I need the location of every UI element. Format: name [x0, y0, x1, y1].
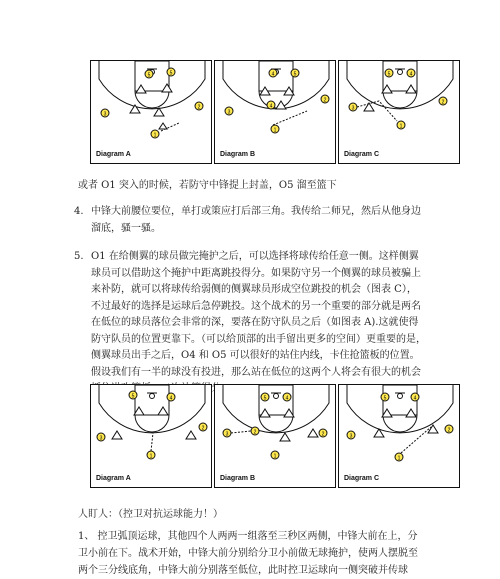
diagram-c-bottom [338, 384, 460, 488]
diagram-label: Diagram B [220, 151, 256, 158]
intro-line: 或者 O1 突入的时候，若防守中锋提上封盖，O5 溜至篮下 [78, 180, 337, 191]
svg-text:3: 3 [225, 431, 229, 438]
diagram-label: Diagram A [96, 151, 131, 158]
diagram-label: Diagram A [96, 475, 131, 482]
svg-text:3: 3 [99, 435, 103, 442]
item-5-line: 侧翼球员出手之后，O4 和 O5 可以很好的站住内线，卡住抢篮板的位置。 [91, 350, 420, 361]
diagram-label: Diagram C [344, 151, 380, 158]
item-5-body [91, 249, 464, 398]
svg-text:3: 3 [103, 111, 107, 118]
court-diagram-a-top [91, 61, 213, 165]
svg-text:5: 5 [263, 395, 267, 402]
item-5-line: 在低位的球员落位会非常的深，要落在防守队员之后（如图表 A).这就使得 [91, 317, 419, 328]
item-4-line: 中锋大前腰位要位，单打或策应打后部三角。我传给二师兄，然后从他身边 [91, 206, 421, 217]
svg-text:2: 2 [447, 427, 451, 434]
diagram-a-bottom [90, 384, 212, 488]
svg-text:1: 1 [153, 132, 157, 139]
svg-text:5: 5 [147, 72, 151, 79]
svg-text:5: 5 [131, 393, 135, 400]
svg-text:2: 2 [197, 104, 201, 111]
svg-text:1: 1 [273, 127, 277, 134]
item-5-line: O1 在给侧翼的球员做完掩护之后，可以选择将球传给任意一侧。这样侧翼 [91, 251, 419, 262]
svg-text:2: 2 [321, 431, 325, 438]
item-5-line: 球员可以借助这个掩护中距离跳投得分。如果防守另一个侧翼的球员被骗上 [91, 267, 421, 279]
item-4-number: 4. [74, 206, 84, 217]
diagram-b-top [214, 60, 336, 164]
item-5-line: 防守队员的位置更靠下。（可以给顶部的出手留出更多的空间）更重要的是， [91, 333, 426, 345]
diagram-label: Diagram B [220, 475, 256, 482]
item-4-body [91, 204, 464, 237]
diagram-label: Diagram C [344, 475, 380, 482]
item-1-line: 卫小前在下。战术开始，中锋大前分别给分卫小前做无球掩护，使两人摆脱至 [78, 548, 418, 559]
court-diagram-b-top [215, 61, 337, 165]
item-5 [74, 249, 464, 398]
diagram-b-bottom [214, 384, 336, 488]
item-1-line: 两个三分线底角，中锋大前分别落至低位，此时控卫运球向一侧突破并传球 [78, 565, 408, 576]
svg-text:2: 2 [201, 425, 205, 432]
bottom-diagram-row [90, 384, 462, 488]
svg-text:5: 5 [383, 395, 387, 402]
diagram-c-top [338, 60, 460, 164]
svg-text:4: 4 [269, 103, 273, 110]
svg-text:1: 1 [397, 455, 401, 462]
top-diagram-row [90, 60, 462, 164]
svg-text:1: 1 [273, 453, 277, 460]
item-4-line: 溜底，骚一骚。 [91, 222, 161, 234]
svg-text:3: 3 [227, 109, 231, 116]
svg-text:4: 4 [285, 395, 289, 402]
svg-text:2: 2 [323, 97, 327, 104]
svg-text:2: 2 [441, 99, 445, 106]
item-5-line: 不过最好的选择是运球后急停跳投。这个战术的另一个重要的部分就是两名 [91, 300, 421, 312]
court-diagram-c-bottom [339, 385, 461, 489]
svg-text:3: 3 [349, 433, 353, 440]
item-5-line: 假设我们有一半的球没有投进，那么站在低位的这两个人将会有很大的机会 [91, 366, 421, 378]
item-1-line: 1、 控卫弧顶运球，其他四个人两两一组落至三秒区两侧，中锋大前在上，分 [78, 531, 418, 542]
svg-text:4: 4 [169, 395, 173, 402]
item-4 [74, 204, 464, 237]
item-5-line: 来补防，就可以将球传给弱侧的侧翼球员形成空位跳投的机会（图表 C）， [91, 284, 417, 295]
court-diagram-b-bottom [215, 385, 337, 489]
svg-text:3: 3 [351, 105, 355, 112]
item-1 [78, 528, 478, 579]
svg-text:5: 5 [293, 71, 297, 78]
court-diagram-a-bottom [91, 385, 213, 489]
svg-text:5: 5 [169, 70, 173, 77]
item-5-number: 5. [74, 251, 84, 262]
svg-text:1: 1 [399, 123, 403, 130]
svg-text:4: 4 [413, 395, 417, 402]
section-title: 人盯人：（控卫对抗运球能力！） [78, 509, 223, 520]
svg-text:1: 1 [149, 453, 153, 460]
svg-text:2: 2 [253, 429, 257, 436]
svg-text:4: 4 [271, 71, 275, 78]
svg-text:4: 4 [409, 71, 413, 78]
diagram-a-top [90, 60, 212, 164]
svg-text:5: 5 [387, 71, 391, 78]
court-diagram-c-top [339, 61, 461, 165]
